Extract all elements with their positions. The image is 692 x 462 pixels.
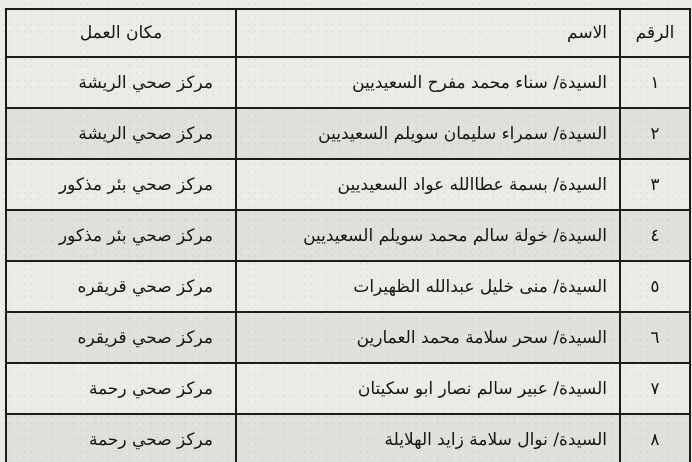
row-name: السيدة/ بسمة عطاالله عواد السعيديين — [236, 159, 620, 210]
row-number: ٤ — [620, 210, 690, 261]
table-row — [6, 414, 690, 462]
row-number: ١ — [620, 57, 690, 108]
row-number: ٥ — [620, 261, 690, 312]
table-row — [6, 261, 690, 312]
row-number: ٣ — [620, 159, 690, 210]
row-workplace: مركز صحي الريشة — [6, 57, 236, 108]
row-workplace: مركز صحي بئر مذكور — [6, 159, 236, 210]
row-workplace: مركز صحي الريشة — [6, 108, 236, 159]
table-header — [6, 9, 690, 57]
table-body — [6, 57, 690, 462]
table-row — [6, 159, 690, 210]
header-workplace: مكان العمل — [6, 9, 236, 57]
header-number: الرقم — [620, 9, 690, 57]
row-workplace: مركز صحي قريقره — [6, 261, 236, 312]
row-name: السيدة/ سناء محمد مفرح السعيديين — [236, 57, 620, 108]
row-workplace: مركز صحي بئر مذكور — [6, 210, 236, 261]
table-row — [6, 312, 690, 363]
header-row — [6, 9, 690, 57]
row-name: السيدة/ سحر سلامة محمد العمارين — [236, 312, 620, 363]
row-name: السيدة/ خولة سالم محمد سويلم السعيديين — [236, 210, 620, 261]
row-name: السيدة/ عبير سالم نصار ابو سكيتان — [236, 363, 620, 414]
staff-table — [5, 8, 691, 462]
table-row — [6, 210, 690, 261]
header-name: الاسم — [236, 9, 620, 57]
row-number: ٢ — [620, 108, 690, 159]
row-name: السيدة/ منى خليل عبدالله الظهيرات — [236, 261, 620, 312]
table-row — [6, 108, 690, 159]
row-name: السيدة/ نوال سلامة زايد الهلايلة — [236, 414, 620, 462]
table-row — [6, 57, 690, 108]
row-number: ٨ — [620, 414, 690, 462]
row-workplace: مركز صحي رحمة — [6, 414, 236, 462]
row-number: ٧ — [620, 363, 690, 414]
table-row — [6, 363, 690, 414]
row-number: ٦ — [620, 312, 690, 363]
row-name: السيدة/ سمراء سليمان سويلم السعيديين — [236, 108, 620, 159]
row-workplace: مركز صحي رحمة — [6, 363, 236, 414]
row-workplace: مركز صحي قريقره — [6, 312, 236, 363]
